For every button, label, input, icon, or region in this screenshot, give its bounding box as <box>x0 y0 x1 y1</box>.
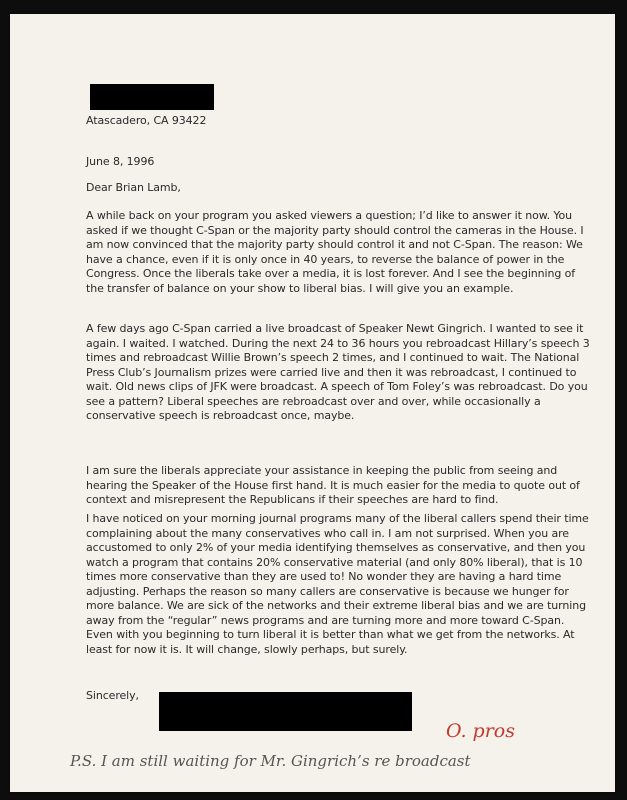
handwritten-red-annotation: O. pros <box>446 720 515 742</box>
salutation: Dear Brian Lamb, <box>86 181 181 194</box>
redacted-signature-block <box>159 692 412 731</box>
redacted-name-block <box>90 84 214 110</box>
paragraph-2: A few days ago C-Span carried a live broadcast of Speaker Newt Gingrich. I wanted to see it again. I waited. I watched. During the next 24 to 36 hours you rebroadcast Hillary’s speech 3 times and rebroadcast Willie Brown’s speech 2 times, and I continued to wait. The National Press Club’s Journalism prizes were carried live and then it was rebroadcast, I continued to wait. Old news clips of JFK were broadcast. A speech of Tom Foley’s was rebroadcast. Do you see a pattern? Liberal speeches are rebroadcast over and over, while occasionally a conservative speech is rebroadcast once, maybe. <box>86 322 590 422</box>
paragraph-4: I have noticed on your morning journal programs many of the liberal callers spend their time complaining about the many conservatives who call in. I am not surprised. When you are accustomed to only 2% of your media identifying themselves as conservative, and then you watch a program that contains 20% conservative material (and only 80% liberal), that is 10 times more conservative than they are used to! No wonder they are having a hard time adjusting. Perhaps the reason so many callers are conservative is because we hunger for more balance. We are sick of the networks and their extreme liberal bias and we are turning away from the “regular” news programs and are turning more and more toward C-Span. Even with you beginning to turn liberal it is better than what we get from the networks. At least for now it is. It will change, slowly perhaps, but surely. <box>86 512 589 656</box>
paragraph-3: I am sure the liberals appreciate your assistance in keeping the public from seeing and hearing the Speaker of the House first hand. It is much easier for the media to quote out of context and misrepresent the Republicans if their speeches are hard to find. <box>86 464 580 506</box>
paragraph-1: A while back on your program you asked viewers a question; I’d like to answer it now. You asked if we thought C-Span or the majority party should control the cameras in the House. I am now convinced that the majority party should control it and not C-Span. The reason: We have a chance, even if it is only once in 40 years, to reverse the balance of power in the Congress. Once the liberals take over a media, it is lost forever. And I see the beginning of the transfer of balance on your show to liberal bias. I will give you an example. <box>86 209 584 295</box>
address-line: Atascadero, CA 93422 <box>86 114 207 127</box>
letter-date: June 8, 1996 <box>86 155 155 168</box>
letter-page <box>10 14 615 792</box>
closing: Sincerely, <box>86 689 139 702</box>
handwritten-postscript: P.S. I am still waiting for Mr. Gingrich’s re broadcast <box>70 752 471 770</box>
